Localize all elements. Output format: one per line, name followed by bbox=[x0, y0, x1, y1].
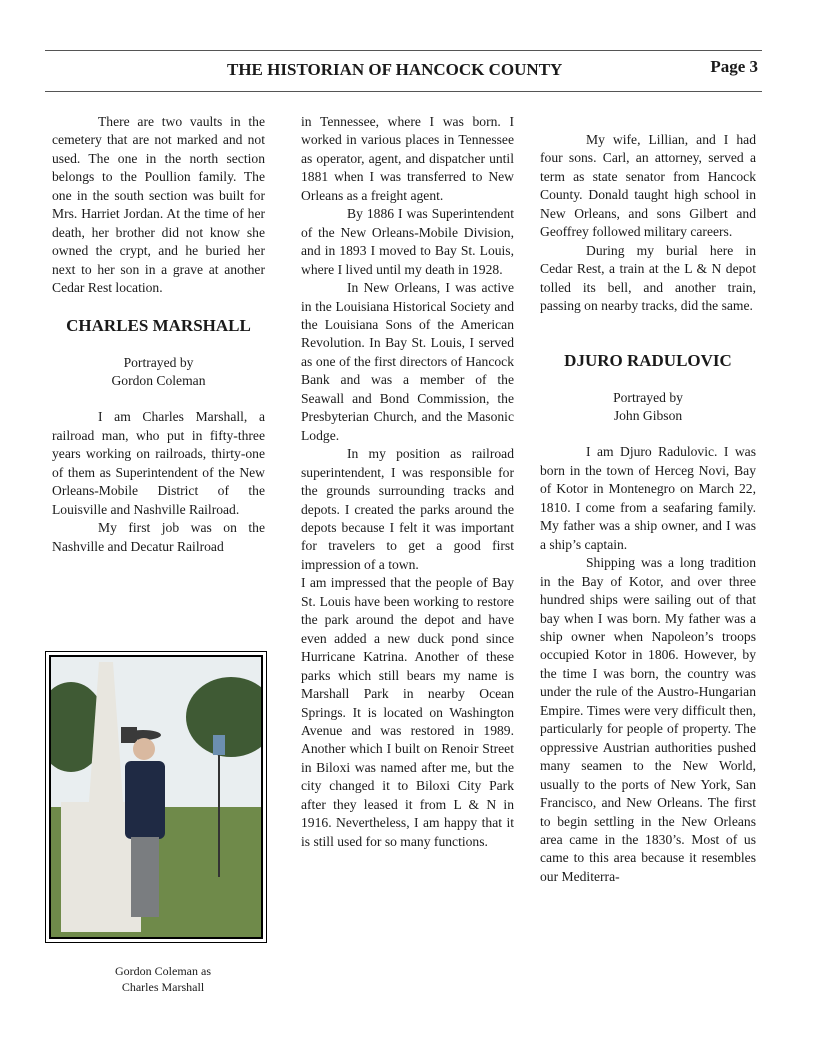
cemetery-portrait-image bbox=[51, 657, 263, 939]
newsletter-title: THE HISTORIAN OF HANCOCK COUNTY bbox=[227, 60, 563, 79]
column-3 bbox=[540, 131, 756, 886]
section-heading-charles-marshall: CHARLES MARSHALL bbox=[66, 315, 251, 335]
shipping-paragraph: Shipping was a long tradition in the Bay of Kotor, and over three hundred ships were sailing out of that bay when I was born. My father was a ship owner when Napoleon’s troops occupied Kotor in 1806. However, by the time I was born, the country was under the rule of the Austro-Hungarian Empire. Times were very difficult then, particularly for people of property. The oppressive Austrian authorities pushed many seamen to the New World, usually to the ports of New York, San Francisco, and New Orleans. The first to begin settling in the New Orleans area came in the 1830’s. Most of us came to this area because it resembles our Mediterra- bbox=[540, 555, 756, 884]
portrayed-by-label-2: Portrayed by bbox=[613, 389, 683, 405]
column-2 bbox=[301, 113, 514, 851]
family-paragraph: My wife, Lillian, and I had four sons. Carl, an attorney, served a term as state senator from Hancock County. Donald taught high school in New Orleans, and sons Gilbert and Geoffrey followed military careers. bbox=[540, 132, 756, 240]
restoration-paragraph: I am impressed that the people of Bay St. Louis have been working to restore the park around the depot and have even added a new duck pond since Hurricane Katrina. Another of these parks which still bears my name is Marshall Park in nearby Ocean Springs. It is located on Washington Avenue and was restored in 1989. Another which I built on Renoir Street in Biloxi was named after me, but the city changed it to Biloxi City Park after they leased it from L & N in 1916. Nevertheless, I am happy that it is still used for so many functions. bbox=[301, 575, 514, 849]
superintendent-paragraph: By 1886 I was Superintendent of the New Orleans-Mobile Division, and in 1893 I moved to Bay St. Louis, where I lived until my death in 1928. bbox=[301, 206, 514, 277]
column-1 bbox=[52, 113, 265, 556]
portrayed-by-label: Portrayed by bbox=[123, 354, 194, 370]
radulovic-intro-paragraph: I am Djuro Radulovic. I was born in the town of Herceg Novi, Bay of Kotor in Montenegro on March 22, 1810. I come from a seafaring family. My father was a ship owner, and I was a ship’s captain. bbox=[540, 444, 756, 552]
marshall-first-job-paragraph: My first job was on the Nashville and Decatur Railroad bbox=[52, 520, 265, 554]
photo-caption bbox=[45, 963, 281, 995]
photo-frame bbox=[45, 651, 267, 943]
burial-paragraph: During my burial here in Cedar Rest, a train at the L & N depot tolled its bell, and another train, passing on nearby tracks, did the same. bbox=[540, 242, 756, 314]
portrait-photo bbox=[49, 655, 263, 939]
vaults-paragraph: There are two vaults in the cemetery that are not marked and not used. The one in the north section belongs to the Poullion family. The one in the south section was built for Mrs. Harriet Jordan. At the time of her death, her brother did not know she owned the crypt, and he buried her next to her son in a grave at another Cedar Rest location. bbox=[52, 114, 265, 296]
caption-line-2: Charles Marshall bbox=[121, 980, 205, 994]
societies-paragraph: In New Orleans, I was active in the Louisiana Historical Society and the Louisiana Sons of the American Revolution. In Bay St. Louis, I served as one of the first directors of Hancock Bank and was a member of the Seawall and Bond Commission, the Presbyterian Church, and the Masonic Lodge. bbox=[301, 280, 514, 443]
portrayer-name: Gordon Coleman bbox=[111, 372, 206, 388]
portrayer-name-2: John Gibson bbox=[613, 407, 683, 423]
caption-line-1: Gordon Coleman as bbox=[115, 964, 211, 978]
page-number: Page 3 bbox=[710, 57, 758, 76]
trousers bbox=[131, 837, 159, 917]
parks-paragraph: In my position as railroad superintendent, I was responsible for the grounds surrounding tracks and depots. I created the parks around the depots because I felt it was important for travelers to get a good first impression of a town. bbox=[301, 446, 514, 572]
head bbox=[133, 738, 155, 760]
marshall-intro-paragraph: I am Charles Marshall, a railroad man, who put in fifty-three years working on railroads, thirty-one of them as Superintendent of the New Orleans-Mobile District of the Louisville and Nashville Railroad. bbox=[52, 409, 265, 517]
header-top-rule bbox=[45, 50, 762, 51]
section-heading-djuro-radulovic: DJURO RADULOVIC bbox=[564, 350, 732, 370]
jacket bbox=[125, 761, 165, 839]
lamp bbox=[213, 735, 225, 755]
masthead bbox=[45, 57, 762, 82]
tennessee-paragraph: in Tennessee, where I was born. I worked in various places in Tennessee as operator, agent, and dispatcher until 1881 when I was transferred to New Orleans as a freight agent. bbox=[301, 114, 514, 203]
header-bottom-rule bbox=[45, 91, 762, 92]
